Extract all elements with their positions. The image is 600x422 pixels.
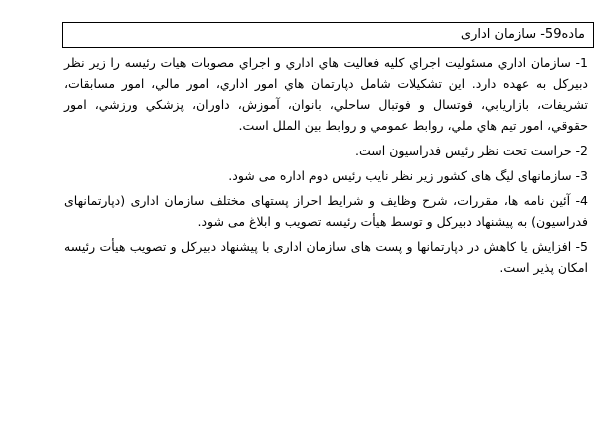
item-text: حراست تحت نظر رئيس فدراسيون است. [355, 143, 572, 158]
item-text: افزایش یا کاهش در دپارتمانها و پست های سازمان اداری با پیشنهاد دبیرکل و تصویب هیأت رئیسه امکان پذیر است. [64, 239, 588, 275]
item-number: 4- [575, 193, 588, 208]
article-item [64, 165, 588, 186]
item-number: 5- [575, 239, 588, 254]
article-title: ماده59- سازمان اداری [460, 27, 585, 42]
article-item [64, 190, 588, 232]
article-item [64, 52, 588, 136]
item-number: 1- [575, 55, 588, 70]
item-text: آئین نامه ها، مقررات، شرح وظایف و شرایط احراز پستهای مختلف سازمان اداری (دپارتمانهای فدراسیون) به پیشنهاد دبیرکل و توسط هیأت رئیسه تصویب و ابلاغ می شود. [64, 193, 588, 229]
item-number: 3- [575, 168, 588, 183]
article-body [62, 52, 594, 282]
article-item [64, 236, 588, 278]
item-number: 2- [575, 143, 588, 158]
item-text: سازمان اداري مسئوليت اجراي كليه فعاليت هاي اداري و اجراي مصوبات هيات رئيسه را زير نظر دبيركل به عهده دارد. اين تشكيلات شامل دپارتمان هاي امور اداري، امور مالي، امور مسابقات، تشريفات، بازاريابي، فوتسال و فوتبال ساحلي، بانوان، آموزش، داوران، پزشكي ورزشي، امور حقوقي، امور تيم هاي ملي، روابط عمومي و روابط بين الملل است. [64, 55, 588, 133]
article-item [64, 140, 588, 161]
article-header [62, 22, 594, 48]
item-text: سازمانهای لیگ های کشور زیر نظر نایب رئیس دوم اداره می شود. [228, 168, 572, 183]
